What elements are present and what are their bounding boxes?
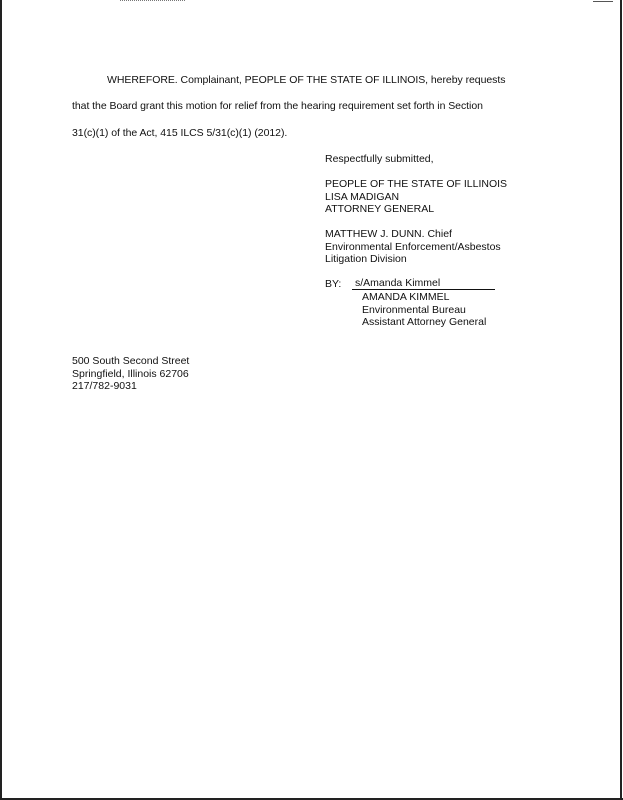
division-name-line-1: Environmental Enforcement/Asbestos: [325, 240, 501, 253]
electronic-signature: s/Amanda Kimmel: [355, 277, 441, 289]
party-name: PEOPLE OF THE STATE OF ILLINOIS: [325, 178, 508, 190]
division-chief: MATTHEW J. DUNN. Chief: [325, 228, 452, 240]
signer-block: [362, 291, 486, 329]
division-name-line-2: Litigation Division: [325, 253, 407, 265]
address-phone: 217/782-9031: [72, 380, 137, 392]
scan-mark-top: [120, 0, 185, 2]
division-block: [325, 228, 501, 266]
signature-line: [352, 289, 495, 290]
scan-mark-top-right: [593, 1, 613, 2]
signer-bureau: Environmental Bureau: [362, 303, 466, 316]
signer-name: AMANDA KIMMEL: [362, 291, 450, 303]
attorney-name: LISA MADIGAN: [325, 190, 400, 203]
attorney-title: ATTORNEY GENERAL: [325, 203, 435, 215]
by-label: BY:: [325, 278, 342, 290]
body-paragraph-line-1: WHEREFORE. Complainant, PEOPLE OF THE STATE OF ILLINOIS, hereby requests: [107, 74, 506, 86]
address-street: 500 South Second Street: [72, 355, 190, 367]
body-paragraph-line-3: 31(c)(1) of the Act, 415 ILCS 5/31(c)(1) (2012).: [72, 127, 288, 139]
body-paragraph-line-2: that the Board grant this motion for relief from the hearing requirement set forth in Section: [72, 100, 483, 112]
page-border-right: [620, 0, 622, 800]
address-block: [72, 355, 189, 393]
closing-salutation: Respectfully submitted,: [325, 153, 434, 165]
address-city: Springfield, Illinois 62706: [72, 367, 189, 380]
page-border-left: [0, 0, 2, 800]
signer-title: Assistant Attorney General: [362, 316, 487, 328]
party-block: [325, 178, 507, 216]
